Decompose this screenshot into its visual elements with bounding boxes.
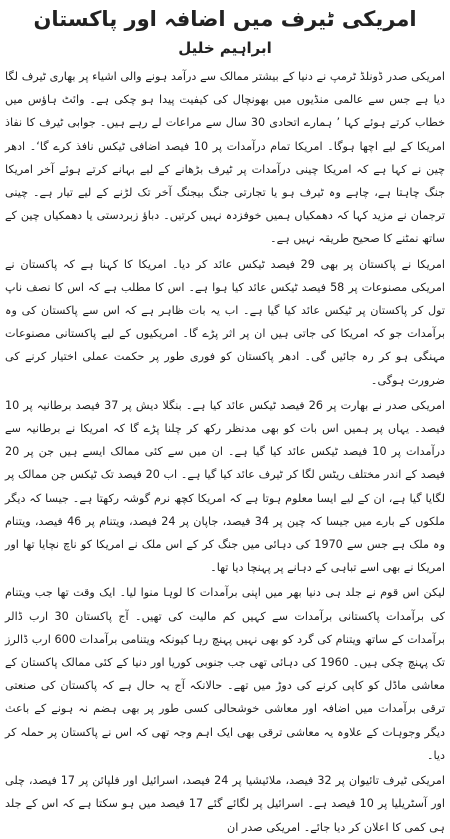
article-paragraph: امریکی صدر نے بھارت پر 26 فیصد ٹیکس عائد کیا ہے۔ بنگلا دیش پر 37 فیصد برطانیہ پر 10 فیصد۔ یہاں پر ہمیں اس بات کو بھی مدنظر رکھ کر چلنا پڑے گا کہ امریکا نے برطانیہ سے درآمدات پر 10 فیصد ٹیکس عائد کیا گیا ہے۔ ان میں سے کئی ممالک ایسے ہیں جن پر 20 فیصد کے اندر مختلف ریٹس لگا کر ٹیرف عائد کیا گیا ہے۔ اب 20 فیصد تک ٹیکس جن ممالک پر لگایا گیا ہے، ان کے لیے ایسا معلوم ہوتا ہے کہ امریکا کچھ نرم گوشہ رکھتا ہے۔ جیسا کہ دیگر ملکوں کے بارے میں جیسا کہ چین پر 34 فیصد، جاپان پر 24 فیصد، ویتنام پر 46 فیصد، ویتنام وہ ملک ہے جس سے 1970 کی دہائی میں جنگ کر کے اس ملک نے امریکا کو ناچ نچایا تھا اور امریکا نے بھی اسے تباہی کے دہانے پر پہنچا دیا تھا۔ bbox=[5, 398, 445, 575]
article-paragraph: امریکی ٹیرف تائیوان پر 32 فیصد، ملائیشیا پر 24 فیصد، اسرائیل اور فلپائن پر 17 فیصد، چلی اور آسٹریلیا پر 10 فیصد ہے۔ اسرائیل پر لگائے گئے 17 فیصد میں ہو سکتا ہے کہ اس کے جلد ہی کمی کا اعلان کر دیا جائے۔ امریکی صدر ان bbox=[5, 774, 446, 834]
article-body bbox=[5, 65, 445, 839]
article-paragraph: امریکا نے پاکستان پر بھی 29 فیصد ٹیکس عائد کر دیا۔ امریکا کا کہنا ہے کہ پاکستان نے امریکی مصنوعات پر 58 فیصد ٹیکس عائد کیا ہوا ہے۔ اس کا مطلب ہے کہ اس کا نصف ناپ تول کر پاکستان پر ٹیکس عائد کیا گیا ہے۔ اب یہ بات ظاہر ہے کہ اس سے پاکستان کی وہ برآمدات جو کہ امریکا کی جاتی ہیں ان پر اثر پڑے گا۔ امریکیوں کے لیے پاکستانی مصنوعات مہنگی ہو کر رہ جائیں گی۔ ادھر پاکستان کو فوری طور پر حکمت عملی اختیار کرنے کی ضرورت ہوگی۔ bbox=[5, 257, 446, 387]
article-headline: امریکی ٹیرف میں اضافہ اور پاکستان bbox=[33, 7, 417, 31]
article-paragraph: لیکن اس قوم نے جلد ہی دنیا بھر میں اپنی برآمدات کا لوہا منوا لیا۔ ایک وقت تھا جب ویتنام کی برآمدات پاکستانی برآمدات سے کہیں کم مالیت کی تھیں۔ آج پاکستان 30 ارب ڈالر برآمدات کے ساتھ ویتنام کی گرد کو بھی نہیں پہنچ رہا کیونکہ ویتنامی برآمدات 600 ارب ڈالرز تک پہنچ چکی ہیں۔ 1960 کی دہائی تھی جب جنوبی کوریا اور دنیا کے کئی ممالک پاکستان کے معاشی ماڈل کو کاپی کرنے کی دوڑ میں تھے۔ حالانکہ آج یہ حال ہے کہ پاکستان کی صنعتی ترقی برآمدات میں اضافہ اور معاشی خوشحالی کسی طور پر بھی ہضم نہ ہونے کے باعث دیگر وجوہات کے علاوہ یہ معاشی ترقی بھی ایک اہم وجہ تھی کہ اس نے پاکستان پر حملہ کر دیا۔ bbox=[5, 586, 445, 762]
article-paragraph: امریکی صدر ڈونلڈ ٹرمپ نے دنیا کے بیشتر ممالک سے درآمد ہونے والی اشیاء پر بھاری ٹیرف لگا دیا ہے جس سے عالمی منڈیوں میں بھونچال کی کیفیت پیدا ہو چکی ہے۔ وائٹ ہاؤس میں خطاب کرتے ہوئے کہا ’ ہمارے اتحادی 30 سال سے مراعات لے رہے ہیں۔ جوابی ٹیرف کا نفاذ امریکا کے لیے اچھا ہوگا۔ امریکا تمام درآمدات پر 10 فیصد اضافی ٹیکس نافذ کرے گا‘۔ ادھر چین نے کہا ہے کہ امریکا چینی درآمدات پر ٹیرف بڑھانے کے لیے بہانے کرتے ہوئے آخر امریکا جنگ چاہتا ہے، چاہے وہ ٹیرف ہو یا تجارتی جنگ بیجنگ آخر تک لڑنے کے لیے تیار ہے۔ چینی ترجمان نے مزید کہا کہ دھمکیاں ہمیں خوفزدہ نہیں کرتیں۔ دباؤ زبردستی یا دھمکیاں چین کے ساتھ نمٹنے کا صحیح طریقہ نہیں ہے۔ bbox=[5, 70, 445, 246]
article-author: ابراہیم خلیل bbox=[178, 39, 272, 57]
